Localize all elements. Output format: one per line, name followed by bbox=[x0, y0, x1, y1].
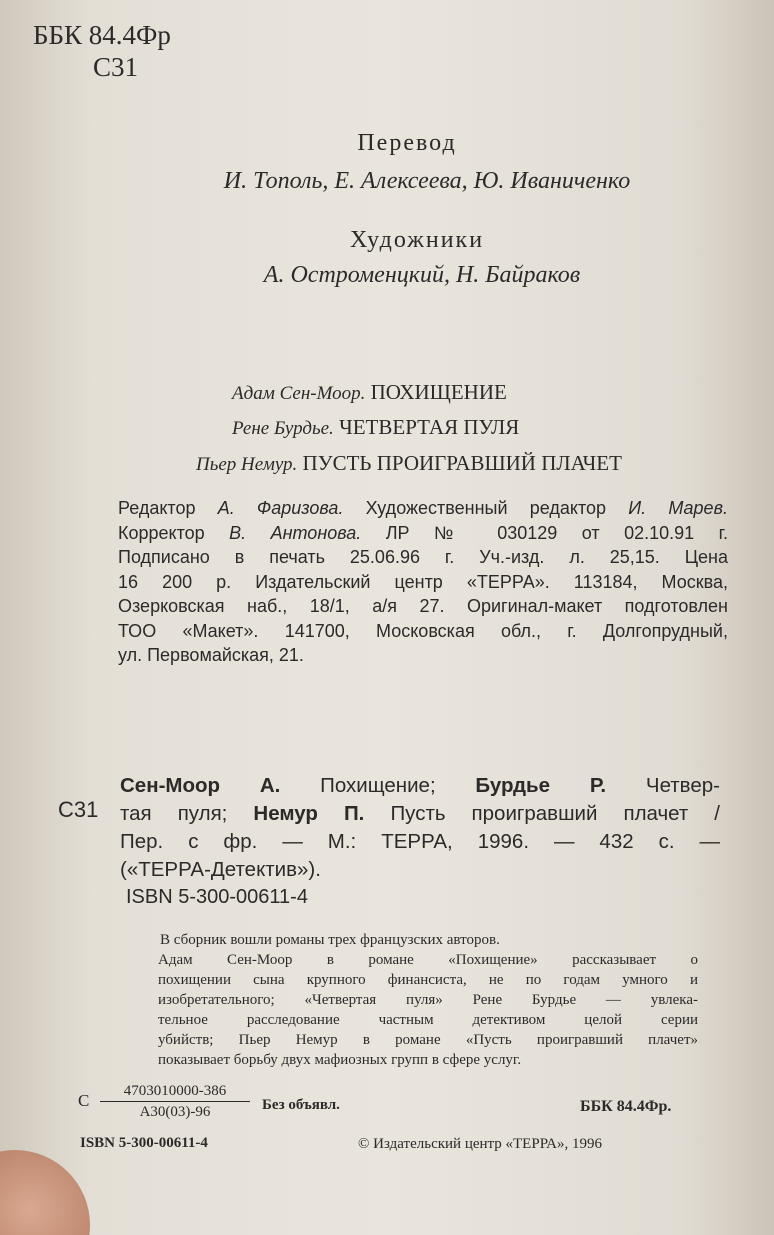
editor-name: А. Фаризова. bbox=[217, 498, 344, 518]
artists-heading: Художники bbox=[349, 227, 485, 253]
imprint-line: Озерковская наб., 18/1, а/я 27. Оригинал-макет подготовлен bbox=[118, 596, 728, 616]
catalog-title: тая пуля; bbox=[120, 802, 228, 825]
catalog-line: («ТЕРРА-Детектив»). bbox=[120, 858, 321, 881]
work-author: Пьер Немур. bbox=[196, 454, 298, 475]
catalog-isbn: ISBN 5-300-00611-4 bbox=[126, 886, 308, 908]
work-title: ПУСТЬ ПРОИГРАВШИЙ ПЛАЧЕТ bbox=[302, 451, 622, 475]
annotation-line: показывает борьбу двух мафиозных групп в сфере услуг. bbox=[158, 1052, 522, 1068]
work-author: Адам Сен-Моор. bbox=[232, 383, 366, 404]
artists-list: А. Остроменцкий, Н. Байраков bbox=[263, 262, 581, 288]
bbk-index-bottom: ББК 84.4Фр. bbox=[580, 1098, 672, 1115]
translation-heading: Перевод bbox=[357, 130, 457, 156]
imprint-line: 16 200 р. Издательский центр «ТЕРРА». 113184, Москва, bbox=[118, 571, 728, 592]
catalog-line bbox=[120, 772, 720, 800]
bbk-index: ББК 84.4Фр bbox=[33, 20, 171, 50]
no-announcement: Без объявл. bbox=[262, 1097, 340, 1113]
art-editor-label: Художественный редактор bbox=[365, 498, 607, 518]
work-entry bbox=[232, 415, 519, 440]
catalog-line: Пер. с фр. — М.: ТЕРРА, 1996. — 432 с. — bbox=[120, 830, 720, 853]
license-number: ЛР № 030129 от 02.10.91 г. bbox=[385, 522, 728, 543]
catalog-author: Сен-Моор А. bbox=[120, 774, 281, 797]
art-editor-name: И. Марев. bbox=[628, 498, 728, 518]
catalog-title: Похищение; bbox=[320, 774, 436, 797]
annotation-block bbox=[158, 930, 698, 1070]
catalog-title: Четвер- bbox=[645, 774, 720, 797]
catalog-fraction bbox=[100, 1082, 250, 1121]
fraction-numerator: 4703010000-386 bbox=[100, 1082, 250, 1102]
catalog-code: С31 bbox=[58, 797, 99, 822]
annotation-line: убийств; Пьер Немур в романе «Пусть проигравший плачет» bbox=[158, 1032, 698, 1048]
work-entry bbox=[232, 380, 507, 405]
copyright-notice: © Издательский центр «ТЕРРА», 1996 bbox=[358, 1136, 602, 1152]
annotation-line: тельное расследование частным детективом целой серии bbox=[158, 1012, 698, 1028]
catalog-title: Пусть проигравший плачет / bbox=[390, 802, 721, 825]
catalog-entry bbox=[120, 772, 720, 884]
isbn-bottom: ISBN 5-300-00611-4 bbox=[80, 1135, 208, 1151]
catalog-author: Бурдье Р. bbox=[475, 774, 607, 797]
author-sign-code: С31 bbox=[93, 52, 139, 82]
finger-shadow bbox=[0, 1150, 90, 1235]
imprint-line: ул. Первомайская, 21. bbox=[118, 645, 304, 665]
annotation-line: Адам Сен-Моор в романе «Похищение» рассказывает о bbox=[158, 952, 698, 968]
corrector-name: В. Антонова. bbox=[229, 522, 362, 543]
work-entry bbox=[196, 451, 622, 476]
work-title: ЧЕТВЕРТАЯ ПУЛЯ bbox=[339, 415, 520, 439]
imprint-line bbox=[118, 521, 728, 546]
fraction-denominator: А30(03)-96 bbox=[139, 1104, 211, 1120]
annotation-line: изобретательного; «Четвертая пуля» Рене Бурдье — увлека- bbox=[158, 992, 698, 1008]
catalog-letter: С bbox=[78, 1091, 90, 1110]
annotation-line: похищении сына крупного финансиста, не по годам умного и bbox=[158, 972, 698, 988]
imprint-line: Подписано в печать 25.06.96 г. Уч.-изд. л. 25,15. Цена bbox=[118, 547, 728, 567]
work-author: Рене Бурдье. bbox=[232, 418, 334, 439]
catalog-author: Немур П. bbox=[253, 802, 365, 825]
corrector-label: Корректор bbox=[118, 522, 205, 543]
imprint-block bbox=[118, 496, 728, 668]
imprint-line: ТОО «Макет». 141700, Московская обл., г. Долгопрудный, bbox=[118, 620, 728, 641]
work-title: ПОХИЩЕНИЕ bbox=[370, 380, 507, 404]
catalog-line bbox=[120, 800, 720, 828]
annotation-line: В сборник вошли романы трех французских авторов. bbox=[160, 932, 500, 948]
translators-list: И. Тополь, Е. Алексеева, Ю. Иваниченко bbox=[223, 168, 631, 194]
imprint-line bbox=[118, 496, 728, 521]
editor-label: Редактор bbox=[118, 498, 196, 518]
